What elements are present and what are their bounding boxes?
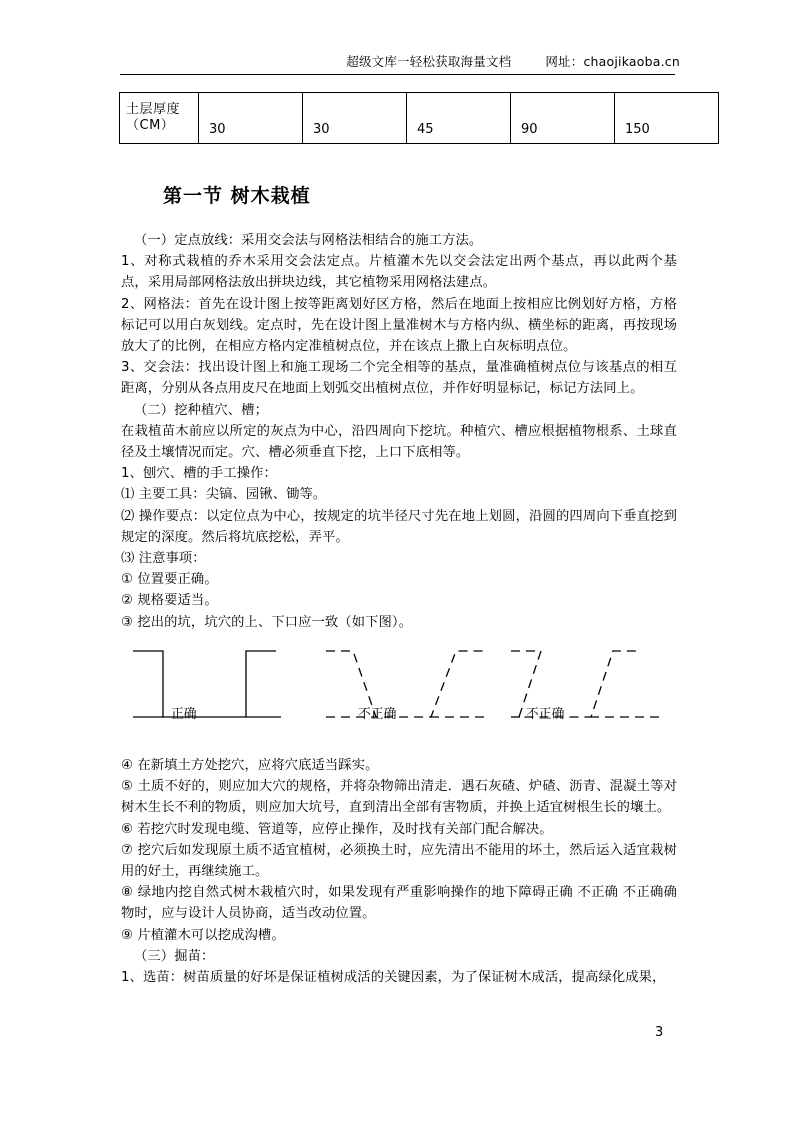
paragraph: ① 位置要正确。 [121, 572, 218, 588]
header-divider [120, 74, 675, 75]
pit-shape-figure [121, 645, 677, 735]
paragraph: 在栽植苗木前应以所定的灰点为中心，沿四周向下挖坑。种植穴、槽应根据植物根系、土球直径及土壤情况而定。穴、槽必须垂直下挖，上口下底相等。 [121, 423, 677, 461]
paragraph: （二）挖种植穴、槽； [134, 402, 268, 418]
paragraph: ⑨ 片植灌木可以挖成沟槽。 [121, 927, 285, 943]
paragraph: （一）定点放线：采用交会法与网格法相结合的施工方法。 [134, 233, 483, 248]
section-title: 第一节 树木栽植 [163, 185, 311, 207]
table-row [120, 93, 719, 144]
table-cell-1: 30 [199, 93, 303, 144]
body-text-block-2 [121, 755, 677, 988]
page-number: 3 [655, 1025, 664, 1040]
table-cell-2: 30 [303, 93, 407, 144]
paragraph: 2、网格法：首先在设计图上按等距离划好区方格，然后在地面上按相应比例划好方格，方格标记可以用白灰划线。定点时，先在设计图上量准树木与方格内纵、横坐标的距离，再按现场放大了的比例，在相应方格内定准植树点位，并在该点上撒上白灰标明点位。 [121, 296, 677, 355]
header-left-text: 超级文库一轻松获取海量文档 [346, 54, 512, 69]
paragraph: 1、刨穴、槽的手工操作： [121, 466, 277, 482]
paragraph: ⑵ 操作要点：以定位点为中心，按规定的坑半径尺寸先在地上划圆，沿圆的四周向下垂直挖到规定的深度。然后将坑底挖松，弄平。 [121, 508, 677, 545]
paragraph: 1、选苗：树苗质量的好坏是保证植树成活的关键因素，为了保证树木成活，提高绿化成果， [121, 970, 666, 986]
page-header [120, 52, 680, 70]
paragraph: 3、交会法：找出设计图上和施工现场二个完全相等的基点，量准确植树点位与该基点的相互距离，分别从各点用皮尺在地面上划弧交出植树点位，并作好明显标记，标记方法同上。 [121, 360, 677, 397]
table-row-label: 土层厚度（CM） [120, 93, 199, 144]
paragraph: ⑤ 土质不好的，则应加大穴的规格，并将杂物筛出清走．遇石灰碴、炉碴、沥青、混凝土等对树木生长不利的物质，则应加大坑号，直到清出全部有害物质，并换上适宜树根生长的壤土。 [121, 779, 677, 816]
header-right-text: 网址：chaojikaoba.cn [545, 54, 680, 69]
paragraph: ⑴ 主要工具：尖镐、园锹、锄等。 [121, 487, 327, 503]
table-cell-3: 45 [407, 93, 511, 144]
paragraph: ⑶ 注意事项： [121, 551, 206, 567]
paragraph: ② 规格要适当。 [121, 593, 218, 609]
paragraph: ③ 挖出的坑，坑穴的上、下口应一致（如下图）。 [121, 614, 413, 630]
paragraph: （三）掘苗： [134, 948, 215, 964]
paragraph: 1、对称式栽植的乔木采用交会法定点。片植灌木先以交会法定出两个基点，再以此两个基点，采用局部网格法放出拼块边线，其它植物采用网格法建点。 [121, 254, 677, 291]
paragraph: ④ 在新填土方处挖穴，应将穴底适当踩实。 [121, 758, 379, 773]
paragraph: ⑥ 若挖穴时发现电缆、管道等，应停止操作，及时找有关部门配合解决。 [121, 821, 553, 837]
pit-shape-diagram [121, 645, 677, 735]
body-text-block-1 [121, 230, 677, 633]
paragraph: ⑧ 绿地内挖自然式树木栽植穴时，如果发现有严重影响操作的地下障碍正确 不正确 不正确确物时，应与设计人员协商，适当改动位置。 [121, 885, 677, 922]
table-cell-4: 90 [511, 93, 615, 144]
figure-label-correct: 正确 [171, 707, 197, 722]
soil-thickness-table [119, 92, 719, 144]
table-cell-5: 150 [615, 93, 719, 144]
figure-label-incorrect-1: 不正确 [358, 707, 397, 722]
figure-label-incorrect-2: 不正确 [526, 707, 565, 722]
paragraph: ⑦ 挖穴后如发现原土质不适宜植树，必须换土时，应先清出不能用的坏土，然后运入适宜栽树用的好土，再继续施工。 [121, 842, 677, 880]
